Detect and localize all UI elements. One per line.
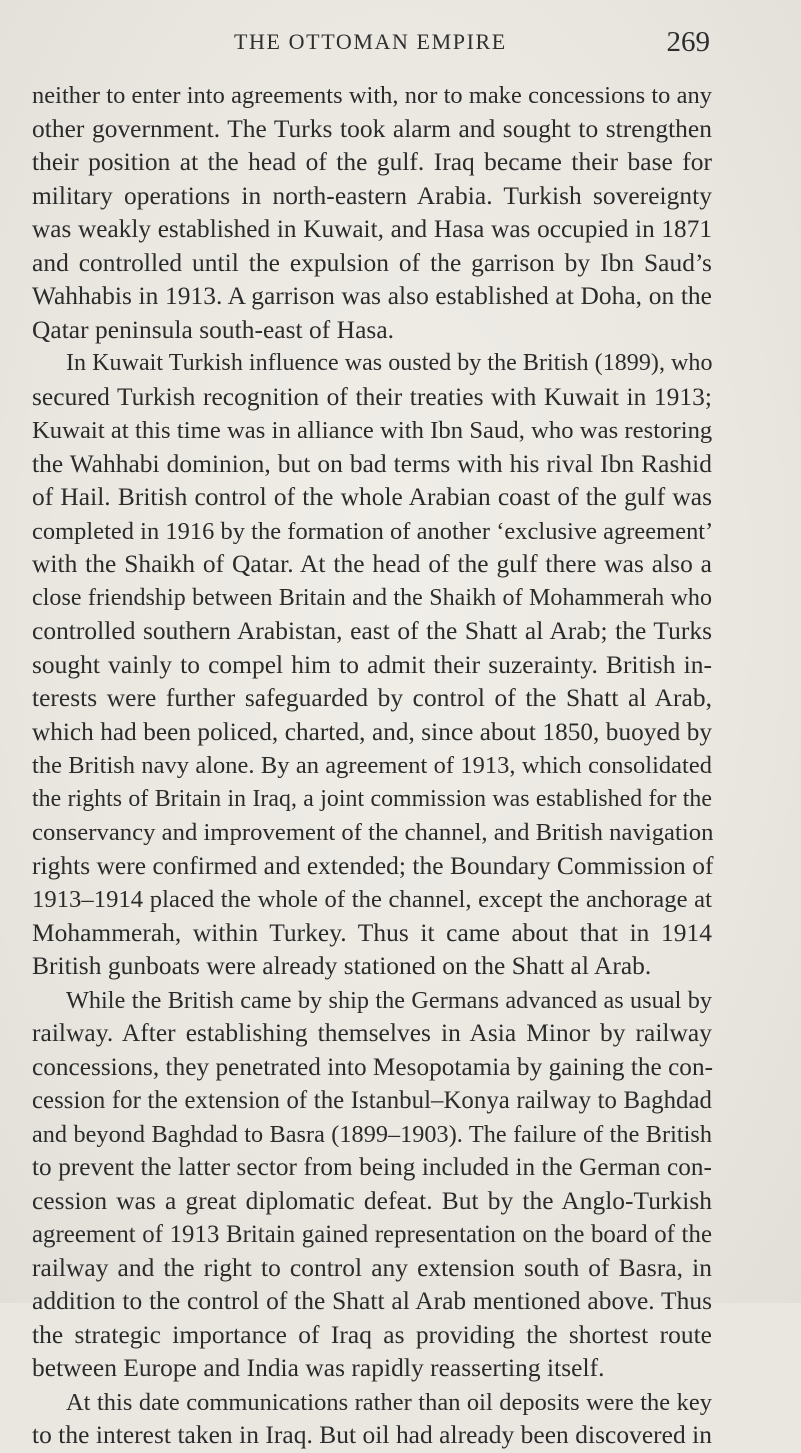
- text-line: sought vainly to compel him to admit their suzerainty. British in-: [32, 650, 712, 679]
- text-line: the strategic importance of Iraq as providing the shortest route: [32, 1320, 712, 1349]
- text-line: Mohammerah, within Turkey. Thus it came about that in 1914: [32, 918, 712, 947]
- text-line: Wahhabis in 1913. A garrison was also established at Doha, on the: [32, 282, 712, 310]
- text-line: railway. After establishing themselves in Asia Minor by railway: [32, 1019, 712, 1047]
- text-line: At this date communications rather than oil deposits were the key: [66, 1388, 712, 1416]
- text-line: While the British came by ship the Germans advanced as usual by: [66, 986, 712, 1014]
- text-line: 1913–1914 placed the whole of the channel, except the anchorage at: [32, 886, 712, 913]
- text-line: with the Shaikh of Qatar. At the head of the gulf there was also a: [32, 550, 712, 578]
- text-line: rights were confirmed and extended; the Boundary Commission of: [32, 851, 714, 880]
- text-line: neither to enter into agreements with, nor to make concessions to any: [32, 82, 712, 109]
- text-line: to prevent the latter sector from being included in the German con-: [32, 1154, 712, 1181]
- text-line: the Wahhabi dominion, but on bad terms with his rival Ibn Rashid: [32, 449, 712, 478]
- text-line: cession for the extension of the Istanbul–Konya railway to Baghdad: [32, 1087, 712, 1114]
- body-text: [32, 79, 712, 1453]
- text-line: secured Turkish recognition of their treaties with Kuwait in 1913;: [32, 382, 712, 411]
- text-line: and beyond Baghdad to Basra (1899–1903). The failure of the British: [32, 1120, 712, 1148]
- text-line: between Europe and India was rapidly reasserting itself.: [32, 1354, 605, 1382]
- text-line: close friendship between Britain and the Shaikh of Mohammerah who: [32, 584, 712, 611]
- running-title: THE OTTOMAN EMPIRE: [234, 29, 507, 54]
- text-line: to the interest taken in Iraq. But oil had already been discovered in: [32, 1421, 712, 1449]
- page-number: 269: [666, 25, 710, 58]
- text-line: of Hail. British control of the whole Arabian coast of the gulf was: [32, 483, 712, 511]
- text-line: British gunboats were already stationed on the Shatt al Arab.: [32, 952, 652, 980]
- text-line: agreement of 1913 Britain gained representation on the board of the: [32, 1221, 712, 1248]
- text-line: Qatar peninsula south-east of Hasa.: [32, 315, 395, 344]
- text-line: railway and the right to control any extension south of Basra, in: [32, 1253, 712, 1282]
- text-line: and controlled until the expulsion of the garrison by Ibn Saud’s: [32, 248, 712, 277]
- text-line: addition to the control of the Shatt al Arab mentioned above. Thus: [32, 1287, 712, 1315]
- text-line: was weakly established in Kuwait, and Hasa was occupied in 1871: [32, 216, 712, 243]
- text-line: completed in 1916 by the formation of another ‘exclusive agreement’: [32, 517, 714, 545]
- text-line: concessions, they penetrated into Mesopotamia by gaining the con-: [32, 1053, 714, 1081]
- text-line: Kuwait at this time was in alliance with Ibn Saud, who was restoring: [32, 417, 713, 444]
- text-line: the British navy alone. By an agreement of 1913, which consolidated: [32, 752, 712, 779]
- text-line: cession was a great diplomatic defeat. But by the Anglo-Turkish: [32, 1186, 712, 1215]
- text-line: terests were further safeguarded by control of the Shatt al Arab,: [32, 684, 712, 712]
- text-line: military operations in north-eastern Arabia. Turkish sovereignty: [32, 181, 712, 210]
- text-line: the rights of Britain in Iraq, a joint commission was established for the: [32, 785, 712, 812]
- text-line: conservancy and improvement of the channel, and British navigation: [32, 819, 714, 846]
- text-line: other government. The Turks took alarm and sought to strengthen: [32, 114, 712, 143]
- running-head: [234, 22, 710, 62]
- text-line: their position at the head of the gulf. Iraq became their base for: [32, 148, 712, 176]
- text-line: controlled southern Arabistan, east of the Shatt al Arab; the Turks: [32, 617, 712, 645]
- text-line: In Kuwait Turkish influence was ousted by the British (1899), who: [66, 350, 713, 376]
- text-line: which had been policed, charted, and, since about 1850, buoyed by: [32, 718, 712, 746]
